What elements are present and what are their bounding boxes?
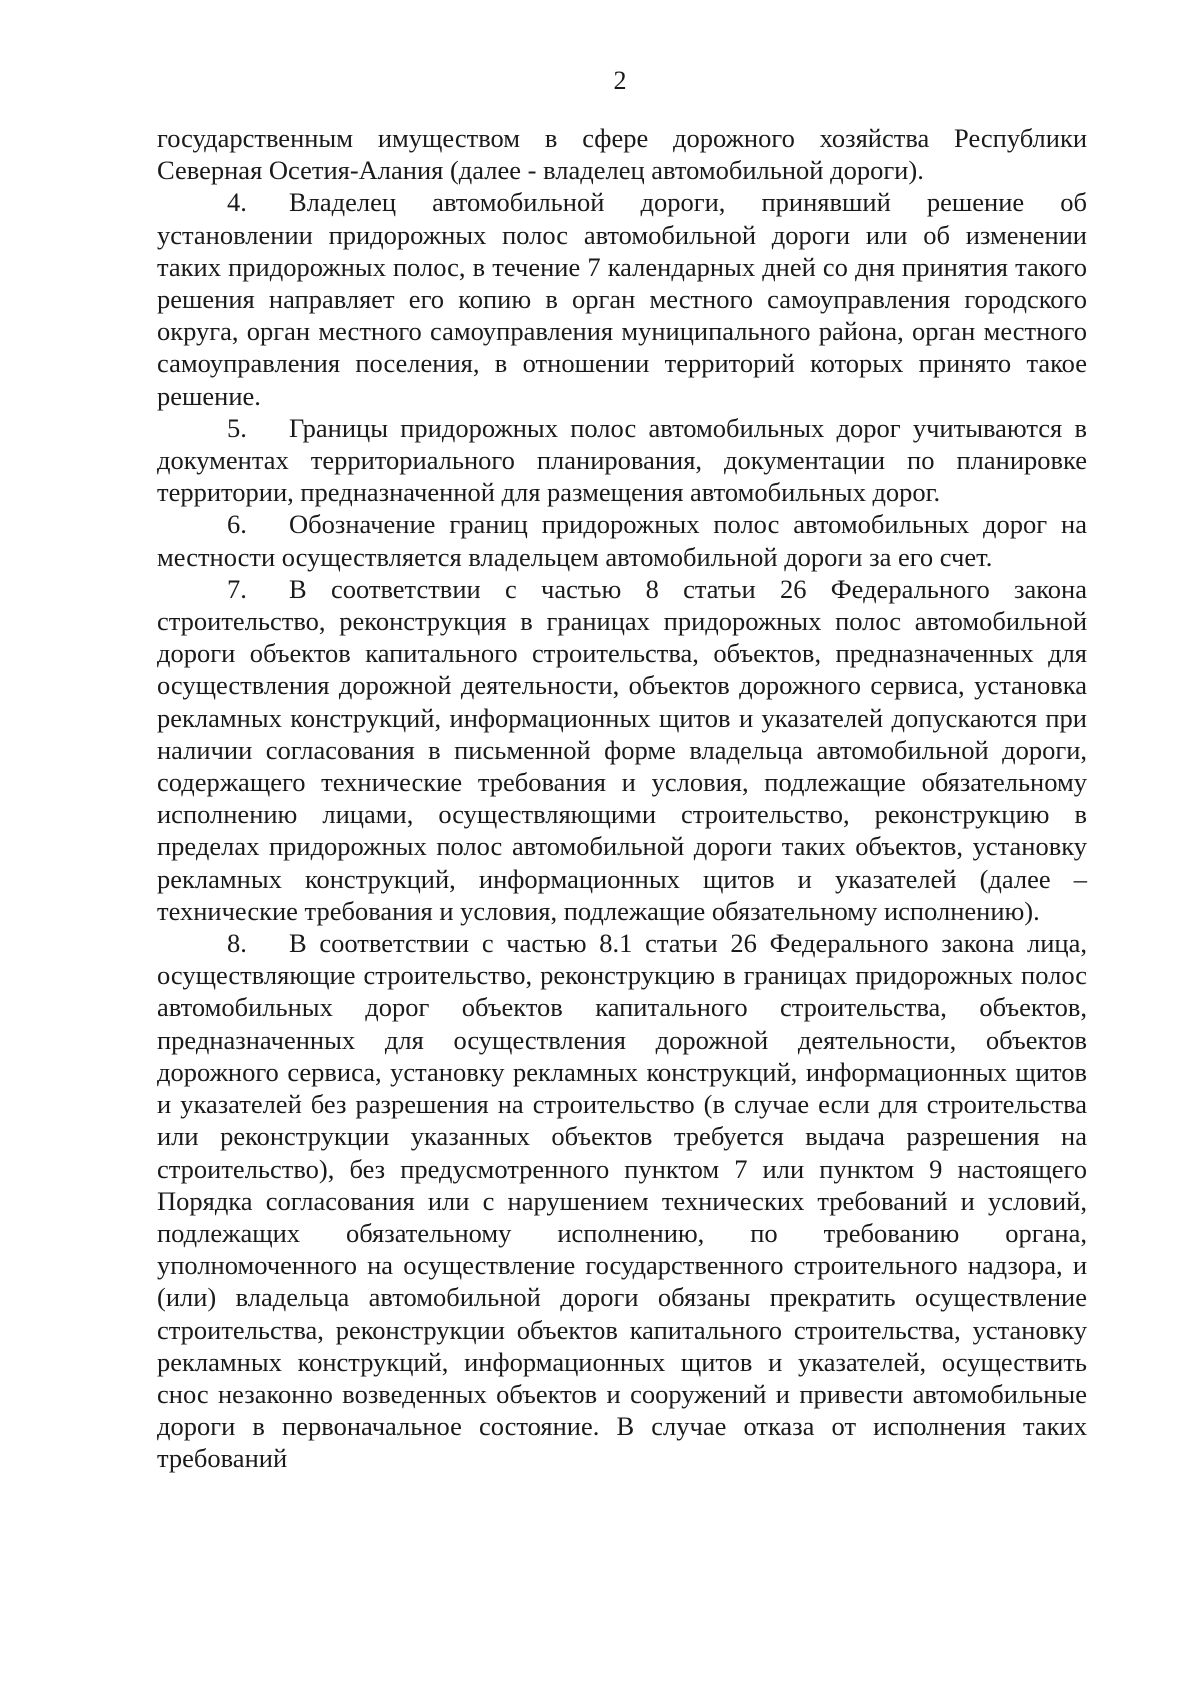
paragraph-5 (157, 412, 1087, 509)
paragraph-number: 5. (227, 412, 247, 443)
document-body (157, 122, 1087, 1475)
paragraph-continuation (157, 122, 1087, 186)
paragraph-text: В соответствии с частью 8 статьи 26 Федерального закона строительство, реконструкция в границах придорожных полос автомобильной дороги объектов капитального строительства, объектов, предназначенных для осуществления дорожной деятельности, объектов дорожного сервиса, установка рекламных конструкций, информационных щитов и указателей допускаются при наличии согласования в письменной форме владельца автомобильной дороги, содержащего технические требования и условия, подлежащие обязательному исполнению лицами, осуществляющими строительство, реконструкцию в пределах придорожных полос автомобильной дороги таких объектов, установку рекламных конструкций, информационных щитов и указателей (далее – технические требования и условия, подлежащие обязательному исполнению). (157, 573, 1087, 926)
paragraph-number: 8. (227, 928, 247, 959)
paragraph-text: государственным имуществом в сфере дорожного хозяйства Республики Северная Осетия-Алания (далее - владелец автомобильной дороги). (157, 123, 1087, 186)
paragraph-number: 7. (227, 573, 247, 604)
paragraph-number: 6. (227, 509, 247, 540)
paragraph-6 (157, 508, 1087, 572)
paragraph-text: Владелец автомобильной дороги, принявший решение об установлении придорожных полос автомобильной дороги или об изменении таких придорожных полос, в течение 7 календарных дней со дня принятия такого решения направляет его копию в орган местного самоуправления городского округа, орган местного самоуправления муниципального района, орган местного самоуправления поселения, в отношении территорий которых принято такое решение. (157, 187, 1087, 411)
paragraph-text: В соответствии с частью 8.1 статьи 26 Федерального закона лица, осуществляющие строительство, реконструкцию в границах придорожных полос автомобильных дорог объектов капитального строительства, объектов, предназначенных для осуществления дорожной деятельности, объектов дорожного сервиса, установку рекламных конструкций, информационных щитов и указателей без разрешения на строительство (в случае если для строительства или реконструкции указанных объектов требуется выдача разрешения на строительство), без предусмотренного пунктом 7 или пунктом 9 настоящего Порядка согласования или с нарушением технических требований и условий, подлежащих обязательному исполнению, по требованию органа, уполномоченного на осуществление государственного строительного надзора, и (или) владельца автомобильной дороги обязаны прекратить осуществление строительства, реконструкции объектов капитального строительства, установку рекламных конструкций, информационных щитов и указателей, осуществить снос незаконно возведенных объектов и сооружений и привести автомобильные дороги в первоначальное состояние. В случае отказа от исполнения таких требований (157, 928, 1087, 1474)
paragraph-7 (157, 573, 1087, 927)
paragraph-number: 4. (227, 187, 247, 218)
paragraph-8 (157, 927, 1087, 1474)
page-number: 2 (613, 66, 627, 95)
paragraph-text: Обозначение границ придорожных полос автомобильных дорог на местности осуществляется владельцем автомобильной дороги за его счет. (157, 509, 1087, 572)
paragraph-4 (157, 186, 1087, 411)
paragraph-text: Границы придорожных полос автомобильных дорог учитываются в документах территориального планирования, документации по планировке территории, предназначенной для размещения автомобильных дорог. (157, 412, 1087, 508)
